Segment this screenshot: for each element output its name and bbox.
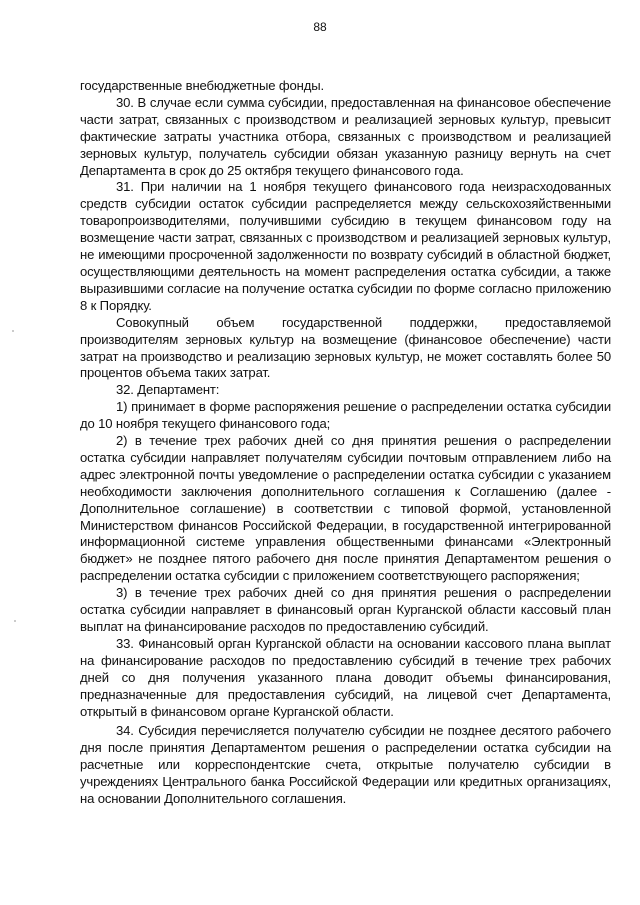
paragraph-item-34: 34. Субсидия перечисляется получателю субсидии не позднее десятого рабочего дня после принятия Департаментом решения о распределении остатка субсидии на расчетные или корреспондентские счета, открытые получателю субсидии в учреждениях Центрального банка Российской Федерации или кредитных организациях, на основании Дополнительного соглашения.	[80, 723, 611, 807]
paragraph-item-32-2: 2) в течение трех рабочих дней со дня принятия решения о распределении остатка субсидии направляет получателям субсидии почтовым отправлением либо на адрес электронной почты уведомление о распределении остатка субсидии с указанием необходимости заключения дополнительного соглашения к Соглашению (далее - Дополнительное соглашение) в соответствии с типовой формой, установленной Министерством финансов Российской Федерации, в государственной интегрированной информационной системе управления общественными финансами «Электронный бюджет» не позднее пятого рабочего дня после принятия Департаментом решения о распределении остатка субсидии с приложением соответствующего распоряжения;	[80, 433, 611, 584]
paragraph-support-limit: Совокупный объем государственной поддержки, предоставляемой производителям зерновых культур на возмещение (финансовое обеспечение) части затрат на производство и реализацию зерновых культур, не может составлять более 50 процентов объема таких затрат.	[80, 314, 611, 381]
paragraph-item-32-1: 1) принимает в форме распоряжения решение о распределении остатка субсидии до 10 ноября текущего финансового года;	[80, 399, 611, 432]
paragraph-continuation: государственные внебюджетные фонды.	[80, 78, 324, 93]
page-number: 88	[313, 20, 327, 34]
document-body	[80, 78, 611, 808]
paragraph-item-31: 31. При наличии на 1 ноября текущего финансового года неизрасходованных средств субсидии остаток субсидии распределяется между сельскохозяйственными товаропроизводителями, получившими субсидию в текущем финансовом году на возмещение части затрат, связанных с производством и реализацией зерновых культур, не имеющими просроченной задолженности по возврату субсидий в областной бюджет, осуществляющими деятельность на момент распределения остатка субсидии, а также выразившими согласие на получение остатка субсидии по форме согласно приложению 8 к Порядку.	[80, 179, 611, 313]
scan-speck	[14, 620, 16, 622]
paragraph-item-30: 30. В случае если сумма субсидии, предоставленная на финансовое обеспечение части затрат, связанных с производством и реализацией зерновых культур, превысит фактические затраты участника отбора, связанных с производством и реализацией зерновых культур, получатель субсидии обязан указанную разницу вернуть на счет Департамента в срок до 25 октября текущего финансового года.	[80, 94, 611, 178]
scan-speck	[12, 330, 14, 332]
paragraph-item-33: 33. Финансовый орган Курганской области на основании кассового плана выплат на финансирование расходов по предоставлению субсидий в течение трех рабочих дней со дня получения указанного плана доводит объемы финансирования, предназначенные для предоставления субсидий, на лицевой счет Департамента, открытый в финансовом органе Курганской области.	[80, 635, 611, 719]
paragraph-item-32: 32. Департамент:	[116, 382, 220, 398]
paragraph-item-32-3: 3) в течение трех рабочих дней со дня принятия решения о распределении остатка субсидии направляет в финансовый орган Курганской области кассовый план выплат на финансирование расходов по предоставлению субсидий.	[80, 585, 611, 634]
